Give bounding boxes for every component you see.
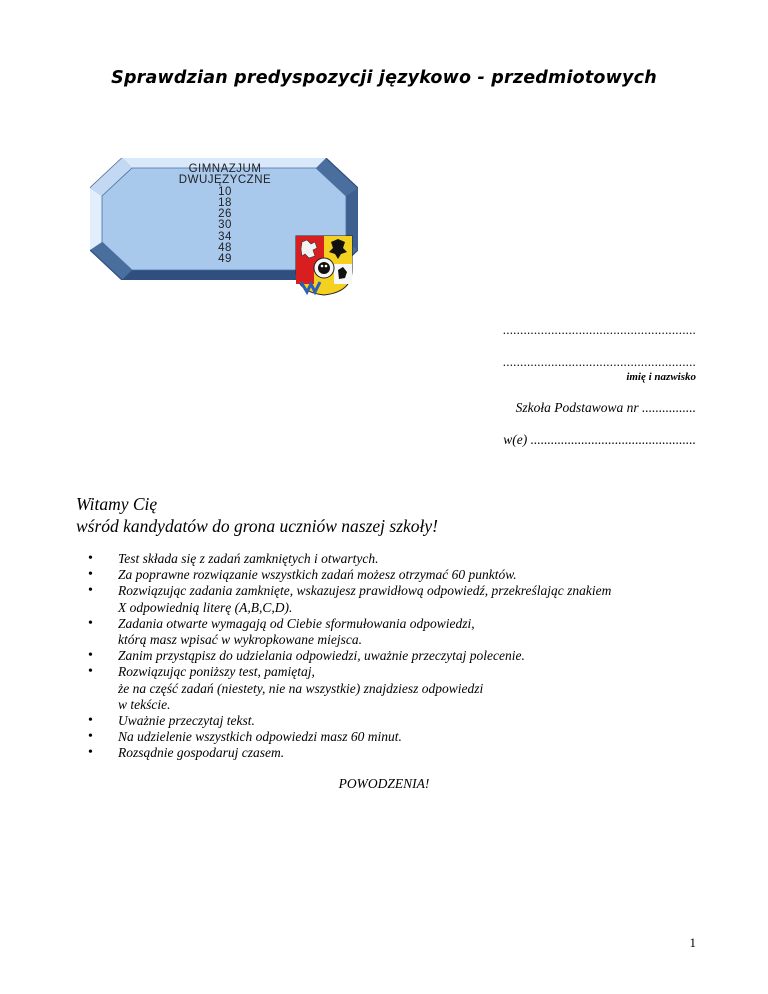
blank-line-1[interactable]: ........................................................ <box>502 322 696 337</box>
badge-line: DWUJĘZYCZNE <box>178 174 272 187</box>
rule-text: którą masz wpisać w wykropkowane miejsca. <box>118 632 362 648</box>
badge-line: 10 <box>218 185 232 198</box>
page-number: 1 <box>689 935 696 950</box>
rule-item <box>76 713 716 729</box>
rule-item <box>76 583 716 615</box>
rule-item <box>76 551 716 567</box>
rule-text: • Na udzielenie wszystkich odpowiedzi masz 60 minut. <box>118 729 402 745</box>
badge-line: 34 <box>218 230 232 243</box>
rule-item <box>76 729 716 745</box>
rule-item <box>76 648 716 664</box>
rule-text: • Rozsądnie gospodaruj czasem. <box>118 745 285 761</box>
rule-text: X odpowiednią literę (A,B,C,D). <box>118 599 293 615</box>
rule-text: • Zanim przystąpisz do udzielania odpowiedzi, uważnie przeczytaj polecenie. <box>118 648 525 664</box>
rule-item <box>76 664 716 713</box>
rule-text: • Test składa się z zadań zamkniętych i otwartych. <box>118 551 379 566</box>
blank-line-2[interactable]: ........................................................ <box>502 354 696 369</box>
wroclaw-coat-of-arms-icon <box>293 234 355 296</box>
rule-text: • Uważnie przeczytaj tekst. <box>118 713 255 729</box>
name-label: imię i nazwisko <box>626 371 696 383</box>
greeting-line: wśród kandydatów do grona uczniów naszej szkoły! <box>76 516 438 536</box>
rule-text: • Za poprawne rozwiązanie wszystkich zadań możesz otrzymać 60 punktów. <box>118 567 517 583</box>
badge-line: 30 <box>218 219 232 232</box>
badge-line: GIMNAZJUM <box>188 163 262 175</box>
rule-text: że na część zadań (niestety, nie na wszystkie) znajdziesz odpowiedzi <box>118 680 484 696</box>
rule-item <box>76 616 716 648</box>
badge-line: 18 <box>218 196 232 209</box>
greeting <box>76 493 438 537</box>
document-title: Sprawdzian predyspozycji językowo - przedmiotowych <box>111 68 657 88</box>
rule-text: • Rozwiązując zadania zamknięte, wskazujesz prawidłową odpowiedź, przekreślając znakiem <box>118 583 612 599</box>
rules-list <box>76 551 716 762</box>
rule-text: • Zadania otwarte wymagają od Ciebie sformułowania odpowiedzi, <box>118 615 475 631</box>
badge-line: 26 <box>218 208 232 221</box>
badge-line: 49 <box>218 253 232 266</box>
rule-text: • Rozwiązując poniższy test, pamiętaj, <box>118 664 315 680</box>
good-luck-text: POWODZENIA! <box>338 776 430 791</box>
badge-line: 48 <box>218 242 232 255</box>
school-field[interactable]: Szkoła Podstawowa nr ................ <box>515 400 696 415</box>
rule-item <box>76 567 716 583</box>
rule-text: w tekście. <box>118 696 171 712</box>
place-field[interactable]: w(e) ................................................. <box>503 432 696 447</box>
rule-item <box>76 745 716 761</box>
greeting-line: Witamy Cię <box>76 494 158 514</box>
